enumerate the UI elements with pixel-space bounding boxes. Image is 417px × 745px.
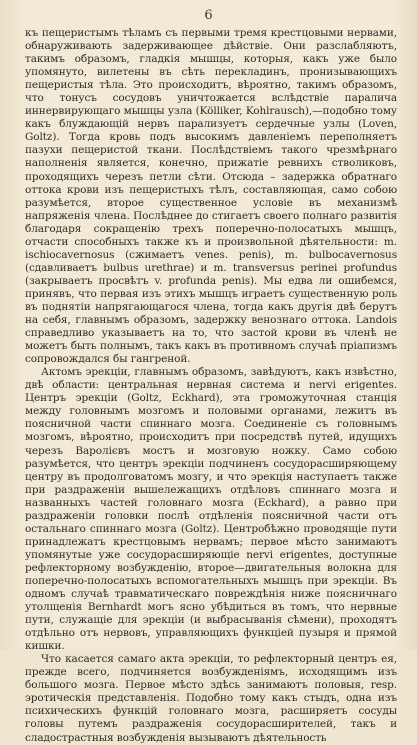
- page-number: 6: [204, 8, 213, 23]
- paragraph-2: Актомъ эрекціи, главнымъ образомъ, завѣдуютъ, какъ извѣстно, двѣ области: центральная нервная система и nervi erigentes. Центръ эрекціи (Goltz, Eckhard), эта громожуточная станція между головнымъ мозгомъ и половыми органами, лежитъ въ поясничной части спиннаго мозга. Соединеніе съ головнымъ мозгомъ, вѣроятно, происходитъ при посредствѣ путей, идущихъ черезъ Варолієвъ мостъ и мозговую ножку. Само собою разумѣется, что центръ эрекціи подчиненъ сосудорасширяющему центру въ продолговатомъ мозгу, и что эрекція наступаетъ также при раздраженіи вышележащихъ отдѣловъ спиннаго мозга и названныхъ частей головнаго мозга (Eckhard), а равно при раздраженіи головки послѣ отдѣленія поясничной части отъ остальнаго спиннаго мозга (Goltz). Центробѣжно проводящіе пути принадлежатъ крестцовымъ нервамъ; первое мѣсто занимаютъ упомянутые уже сосудорасширяющіе nervi erigentes, доступные рефлекторному возбужденію, второе—двигательныя волокна для поперечно-полосатыхъ вспомогательныхъ мышцъ при эрекціи. Въ одномъ случаѣ травматическаго повреждѣнія ниже поясничнаго утолщенія Bernhardt могъ ясно убѣдиться въ томъ, что нервные пути, служащіе для эрекціи (и выбрасыванія сѣмени), проходятъ отдѣльно отъ нервовъ, управляющихъ функціей пузыря и прямой кишки.: [25, 366, 397, 653]
- paragraph-3: Что касается самаго акта эрекціи, то рефлекторный центръ ея, прежде всего, подчиняется возбужденіямъ, исходящимъ изъ большого мозга. Первое мѣсто здѣсь занимаютъ половыя, resp. эротическія представленія. Подобно тому какъ стыдъ, одна изъ психическихъ функцій головнаго мозга, расширяетъ сосуды головы путемъ раздраженія сосудорасширителей, такъ и сладострастныя возбужденія вызываютъ дѣятельность: [25, 653, 397, 744]
- paragraph-1: къ пещеристымъ тѣламъ съ первыми тремя крестцовыми нервами, обнаруживають задерживающее дѣйствіе. Они разслабляютъ, такимъ образомъ, гладкія мышцы, которыя, какъ уже было упомянуто, вилетены въ сѣть перекладинъ, пронизывающихъ пещеристыя тѣла. Это происходитъ, вѣроятно, такимъ образомъ, что тонусъ сосудовъ уничтожается вслѣдствіе паралича иннервирующаго мышцы узла (Kölliker, Kohlrausch),—подобно тому какъ блуждающій нервъ парализуетъ сердечные узлы (Loven, Goltz). Тогда кровь подъ высокимъ давленіемъ переполняетъ пазухи пещеристой ткани. Послѣдствіемъ такого чрезмѣрнаго наполненія является, конечно, прижатіе ревнихъ стволиковъ, проходящихъ черезъ петли сѣти. Отсюда – задержка обратнаго оттока крови изъ пещеристыхъ тѣлъ, составляющая, само собою разумѣется, второе существенное условіе въ механизмѣ напряженія члена. Послѣднее до стигаетъ своего полнаго развитія благодаря сокращенію трехъ поперечно-полосатыхъ мышцъ, отчасти способныхъ также къ и произвольной дѣятельности: m. ischiocavernosus (сжимаетъ venes. penis), m. bulbocavernosus (сдавливаетъ bulbus urethrae) и m. transversus perinei profundus (закрываетъ просвѣтъ v. profunda penis). Мы едва ли ошибемся, принявъ, что первая изъ этихъ мышцъ играетъ существенную роль въ поднятіи напрягающагося члена, тогда какъ другія двѣ берутъ на себя, главнымъ образомъ, задержку венознаго оттока. Landois справедливо указываетъ на то, что застой крови въ членѣ не можетъ быть полнымъ, такъ какъ въ противномъ случаѣ пріапизмъ сопровождался бы гангреной.: [25, 27, 397, 366]
- body-text: [25, 27, 397, 745]
